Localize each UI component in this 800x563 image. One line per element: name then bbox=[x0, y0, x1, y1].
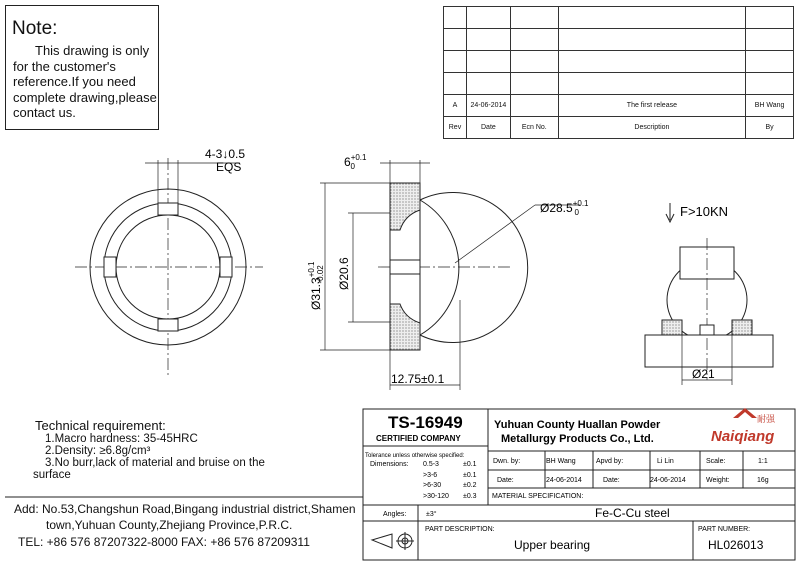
dimensions-label: Dimensions: bbox=[370, 461, 409, 468]
part-number-value: HL026013 bbox=[708, 538, 764, 552]
assembly-view bbox=[645, 203, 773, 385]
tech-item: 3.No burr,lack of material and bruise on the bbox=[45, 457, 265, 469]
angles-value: ±3° bbox=[426, 511, 437, 518]
fax: FAX: +86 576 87209311 bbox=[181, 535, 310, 549]
inner-diameter-dimension: Ø20.6 bbox=[337, 257, 351, 290]
svg-text:1:1: 1:1 bbox=[758, 458, 768, 465]
svg-text:>3-6: >3-6 bbox=[423, 472, 438, 479]
svg-text:Weight:: Weight: bbox=[706, 477, 730, 484]
svg-text:PART DESCRIPTION:: PART DESCRIPTION: bbox=[425, 526, 495, 533]
angles-label: Angles: bbox=[383, 511, 407, 518]
base-diameter-dimension: Ø21 bbox=[692, 367, 715, 381]
svg-text:Scale:: Scale: bbox=[706, 458, 726, 465]
note-line: contact us. bbox=[13, 105, 76, 120]
projection-symbol-icon bbox=[372, 532, 414, 550]
tech-item: 2.Density: ≥6.8g/cm³ bbox=[45, 445, 151, 457]
brand-logo-icon bbox=[711, 408, 776, 445]
svg-text:±0.3: ±0.3 bbox=[463, 493, 477, 500]
tech-item: 1.Macro hardness: 35-45HRC bbox=[45, 433, 198, 445]
tolerance-heading: Tolerance unless otherwise specified: bbox=[365, 453, 465, 459]
company-address bbox=[14, 502, 356, 533]
svg-text:PART NUMBER:: PART NUMBER: bbox=[698, 526, 751, 533]
note-line: This drawing is only bbox=[35, 43, 150, 58]
address-line: Add: No.53,Changshun Road,Bingang industrial district,Shamen bbox=[14, 502, 356, 516]
holes-dimension: 4-3↓0.5 bbox=[205, 147, 246, 161]
svg-text:±0.1: ±0.1 bbox=[463, 472, 477, 479]
svg-text:0.5-3: 0.5-3 bbox=[423, 461, 439, 468]
front-view bbox=[75, 158, 263, 375]
svg-text:16g: 16g bbox=[757, 477, 769, 484]
section-view bbox=[320, 160, 580, 390]
cert-label: CERTIFIED COMPANY bbox=[376, 434, 461, 443]
svg-text:Date:: Date: bbox=[603, 477, 620, 484]
svg-text:耐强: 耐强 bbox=[757, 414, 776, 424]
width-dimension: $6^{+0.1}$ 0 bbox=[344, 153, 367, 171]
by-header: By bbox=[746, 117, 794, 139]
svg-text:Date:: Date: bbox=[497, 477, 514, 484]
company-name-2: Metallurgy Products Co., Ltd. bbox=[501, 433, 654, 445]
tech-item: surface bbox=[33, 469, 71, 481]
svg-text:Dwn. by:: Dwn. by: bbox=[493, 458, 521, 465]
svg-text:Naiqiang: Naiqiang bbox=[711, 428, 775, 445]
note-line: for the customer's bbox=[13, 58, 116, 74]
company-name-1: Yuhuan County Huallan Powder bbox=[494, 419, 661, 431]
eqs-label: EQS bbox=[216, 160, 242, 174]
svg-text:MATERIAL SPECIFICATION:: MATERIAL SPECIFICATION: bbox=[492, 493, 584, 500]
tolerance-table bbox=[423, 461, 477, 500]
svg-text:24-06-2014: 24-06-2014 bbox=[546, 477, 582, 484]
svg-text:±0.1: ±0.1 bbox=[463, 461, 477, 468]
svg-text:>30-120: >30-120 bbox=[423, 493, 449, 500]
ecn-header: Ecn No. bbox=[510, 117, 558, 139]
svg-text:±0.2: ±0.2 bbox=[463, 482, 477, 489]
note-line: reference.If you need bbox=[13, 74, 136, 89]
technical-title: Technical requirement: bbox=[35, 418, 166, 433]
force-label: F>10KN bbox=[680, 204, 729, 219]
material-value: Fe-C-Cu steel bbox=[595, 506, 670, 520]
outer-diameter-dimension: $Ø31.3^{+0.1}-0.02$ bbox=[307, 261, 325, 310]
note-line: complete drawing,please bbox=[13, 89, 157, 105]
description-header: Description bbox=[558, 117, 745, 139]
telephone: TEL: +86 576 87207322-8000 bbox=[18, 535, 178, 549]
sphere-dimension: $Ø28.5^{+0.1}$ 0 bbox=[540, 199, 589, 217]
svg-text:BH Wang: BH Wang bbox=[546, 458, 576, 465]
rev-date-cell: 24-06-2014 bbox=[466, 95, 510, 117]
cert-code: TS-16949 bbox=[388, 413, 463, 432]
rev-cell: A bbox=[444, 95, 467, 117]
date-header: Date bbox=[466, 117, 510, 139]
svg-text:24-06-2014: 24-06-2014 bbox=[650, 477, 686, 484]
rev-desc-cell: The first release bbox=[558, 95, 745, 117]
rev-header: Rev bbox=[444, 117, 467, 139]
technical-requirements bbox=[35, 418, 265, 481]
svg-text:Apvd by:: Apvd by: bbox=[596, 458, 624, 465]
address-line: town,Yuhuan County,Zhejiang Province,P.R.C. bbox=[46, 517, 293, 532]
svg-text:Li Lin: Li Lin bbox=[657, 458, 674, 465]
rev-by-cell: BH Wang bbox=[746, 95, 794, 117]
part-description-value: Upper bearing bbox=[514, 538, 591, 552]
note-title: Note: bbox=[12, 18, 58, 39]
svg-text:>6-30: >6-30 bbox=[423, 482, 442, 489]
length-dimension: 12.75±0.1 bbox=[391, 372, 445, 386]
